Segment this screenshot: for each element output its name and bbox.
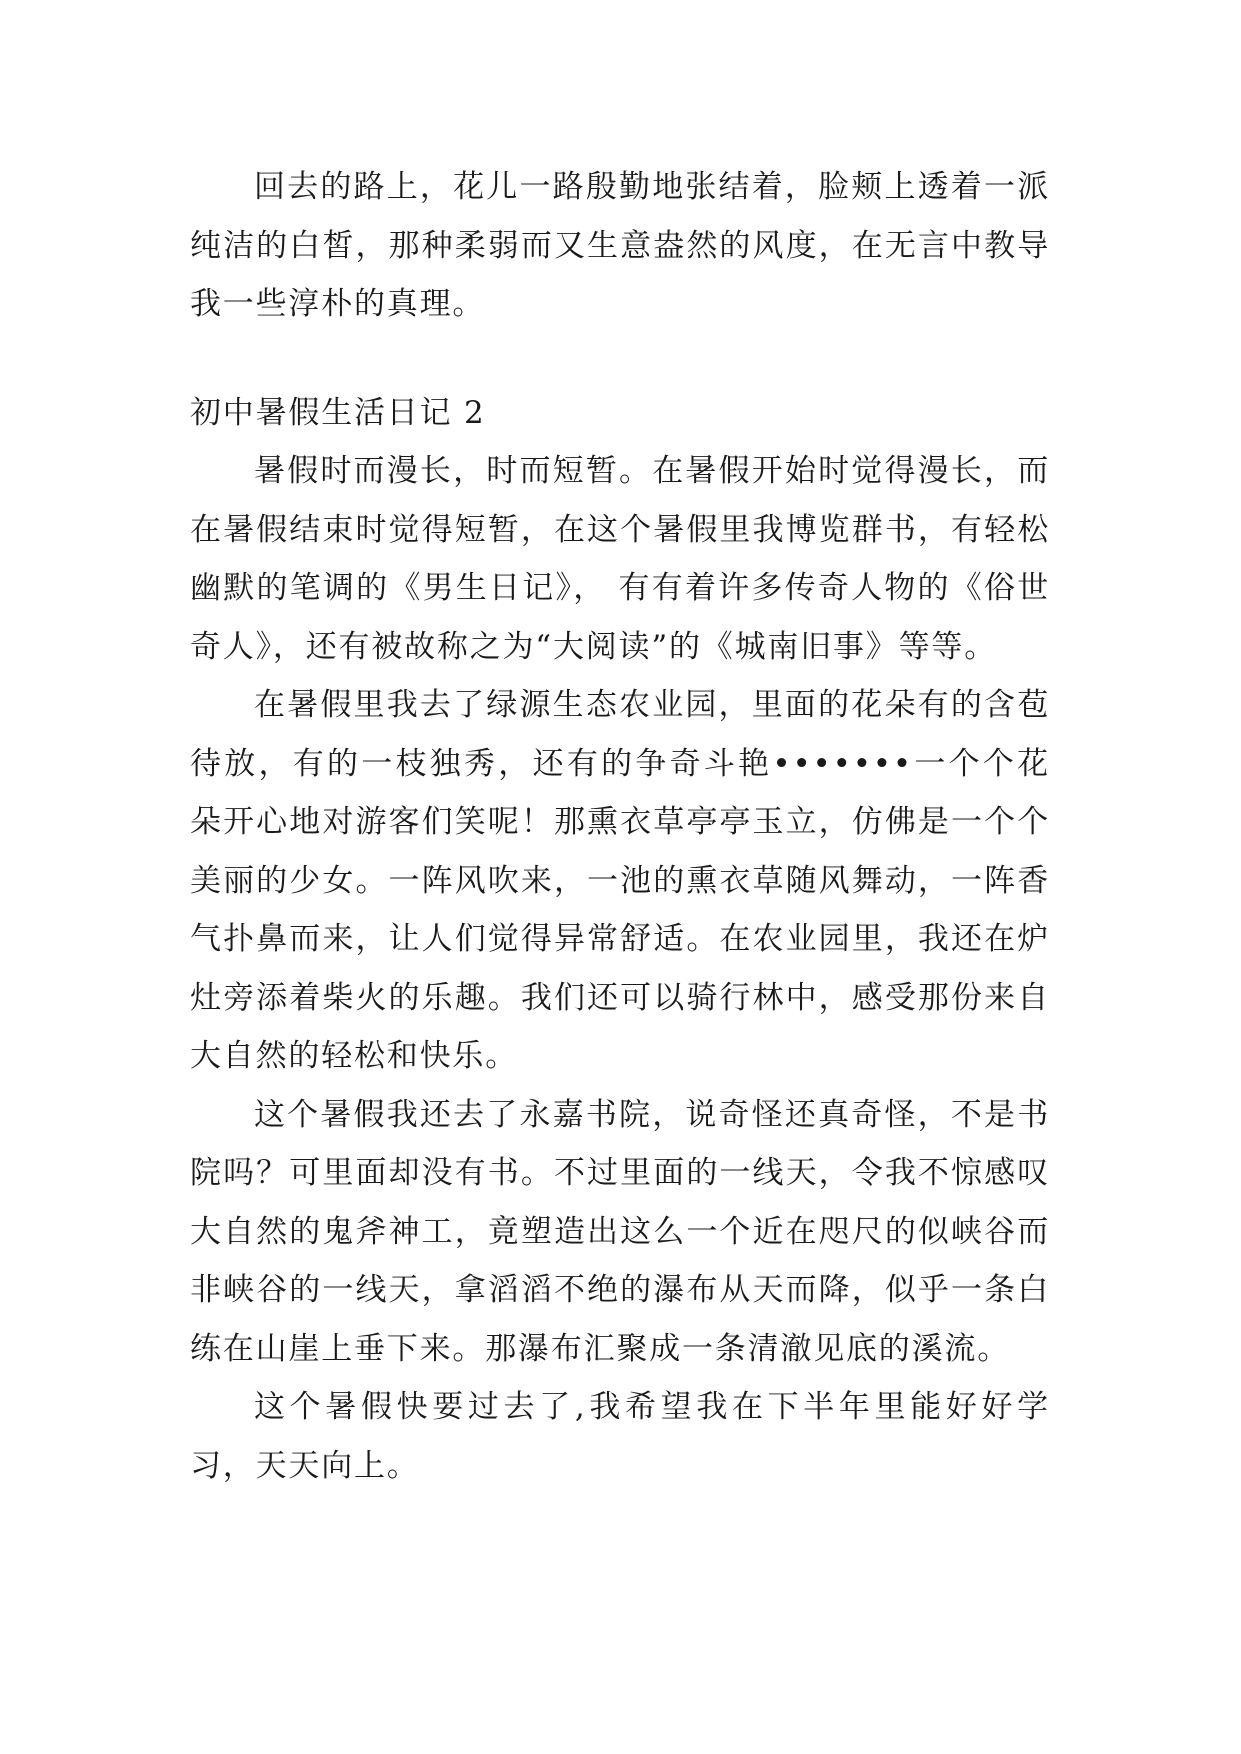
section-title: 初中暑假生活日记 2 — [190, 394, 486, 431]
body-paragraph-1: 暑假时而漫长，时而短暂。在暑假开始时觉得漫长，而在暑假结束时觉得短暂，在这个暑假里我博览群书，有轻松幽默的笔调的《男生日记》， 有有着许多传奇人物的《俗世奇人》，还有被故称之为“大阅读”的《城南旧事》等等。 — [190, 453, 1050, 665]
body-paragraph-3: 这个暑假我还去了永嘉书院，说奇怪还真奇怪，不是书院吗？可里面却没有书。不过里面的一线天，令我不惊感叹大自然的鬼斧神工，竟塑造出这么一个近在咫尺的似峡谷而非峡谷的一线天，拿滔滔不绝的瀑布从天而降，似乎一条白练在山崖上垂下来。那瀑布汇聚成一条清澈见底的溪流。 — [190, 1096, 1050, 1367]
section-spacer — [190, 334, 1050, 384]
body-paragraph-4: 这个暑假快要过去了,我希望我在下半年里能好好学习，天天向上。 — [190, 1389, 1050, 1484]
document-body — [190, 158, 1050, 1495]
intro-paragraph: 回去的路上，花儿一路殷勤地张结着，脸颊上透着一派纯洁的白皙，那种柔弱而又生意盎然的风度，在无言中教导我一些淳朴的真理。 — [190, 169, 1050, 322]
body-paragraph-2: 在暑假里我去了绿源生态农业园，里面的花朵有的含苞待放，有的一枝独秀，还有的争奇斗艳•••••••一个个花朵开心地对游客们笑呢！那熏衣草亭亭玉立，仿佛是一个个美丽的少女。一阵风吹来，一池的熏衣草随风舞动，一阵香气扑鼻而来，让人们觉得异常舒适。在农业园里，我还在炉灶旁添着柴火的乐趣。我们还可以骑行林中，感受那份来自大自然的轻松和快乐。 — [190, 687, 1050, 1074]
